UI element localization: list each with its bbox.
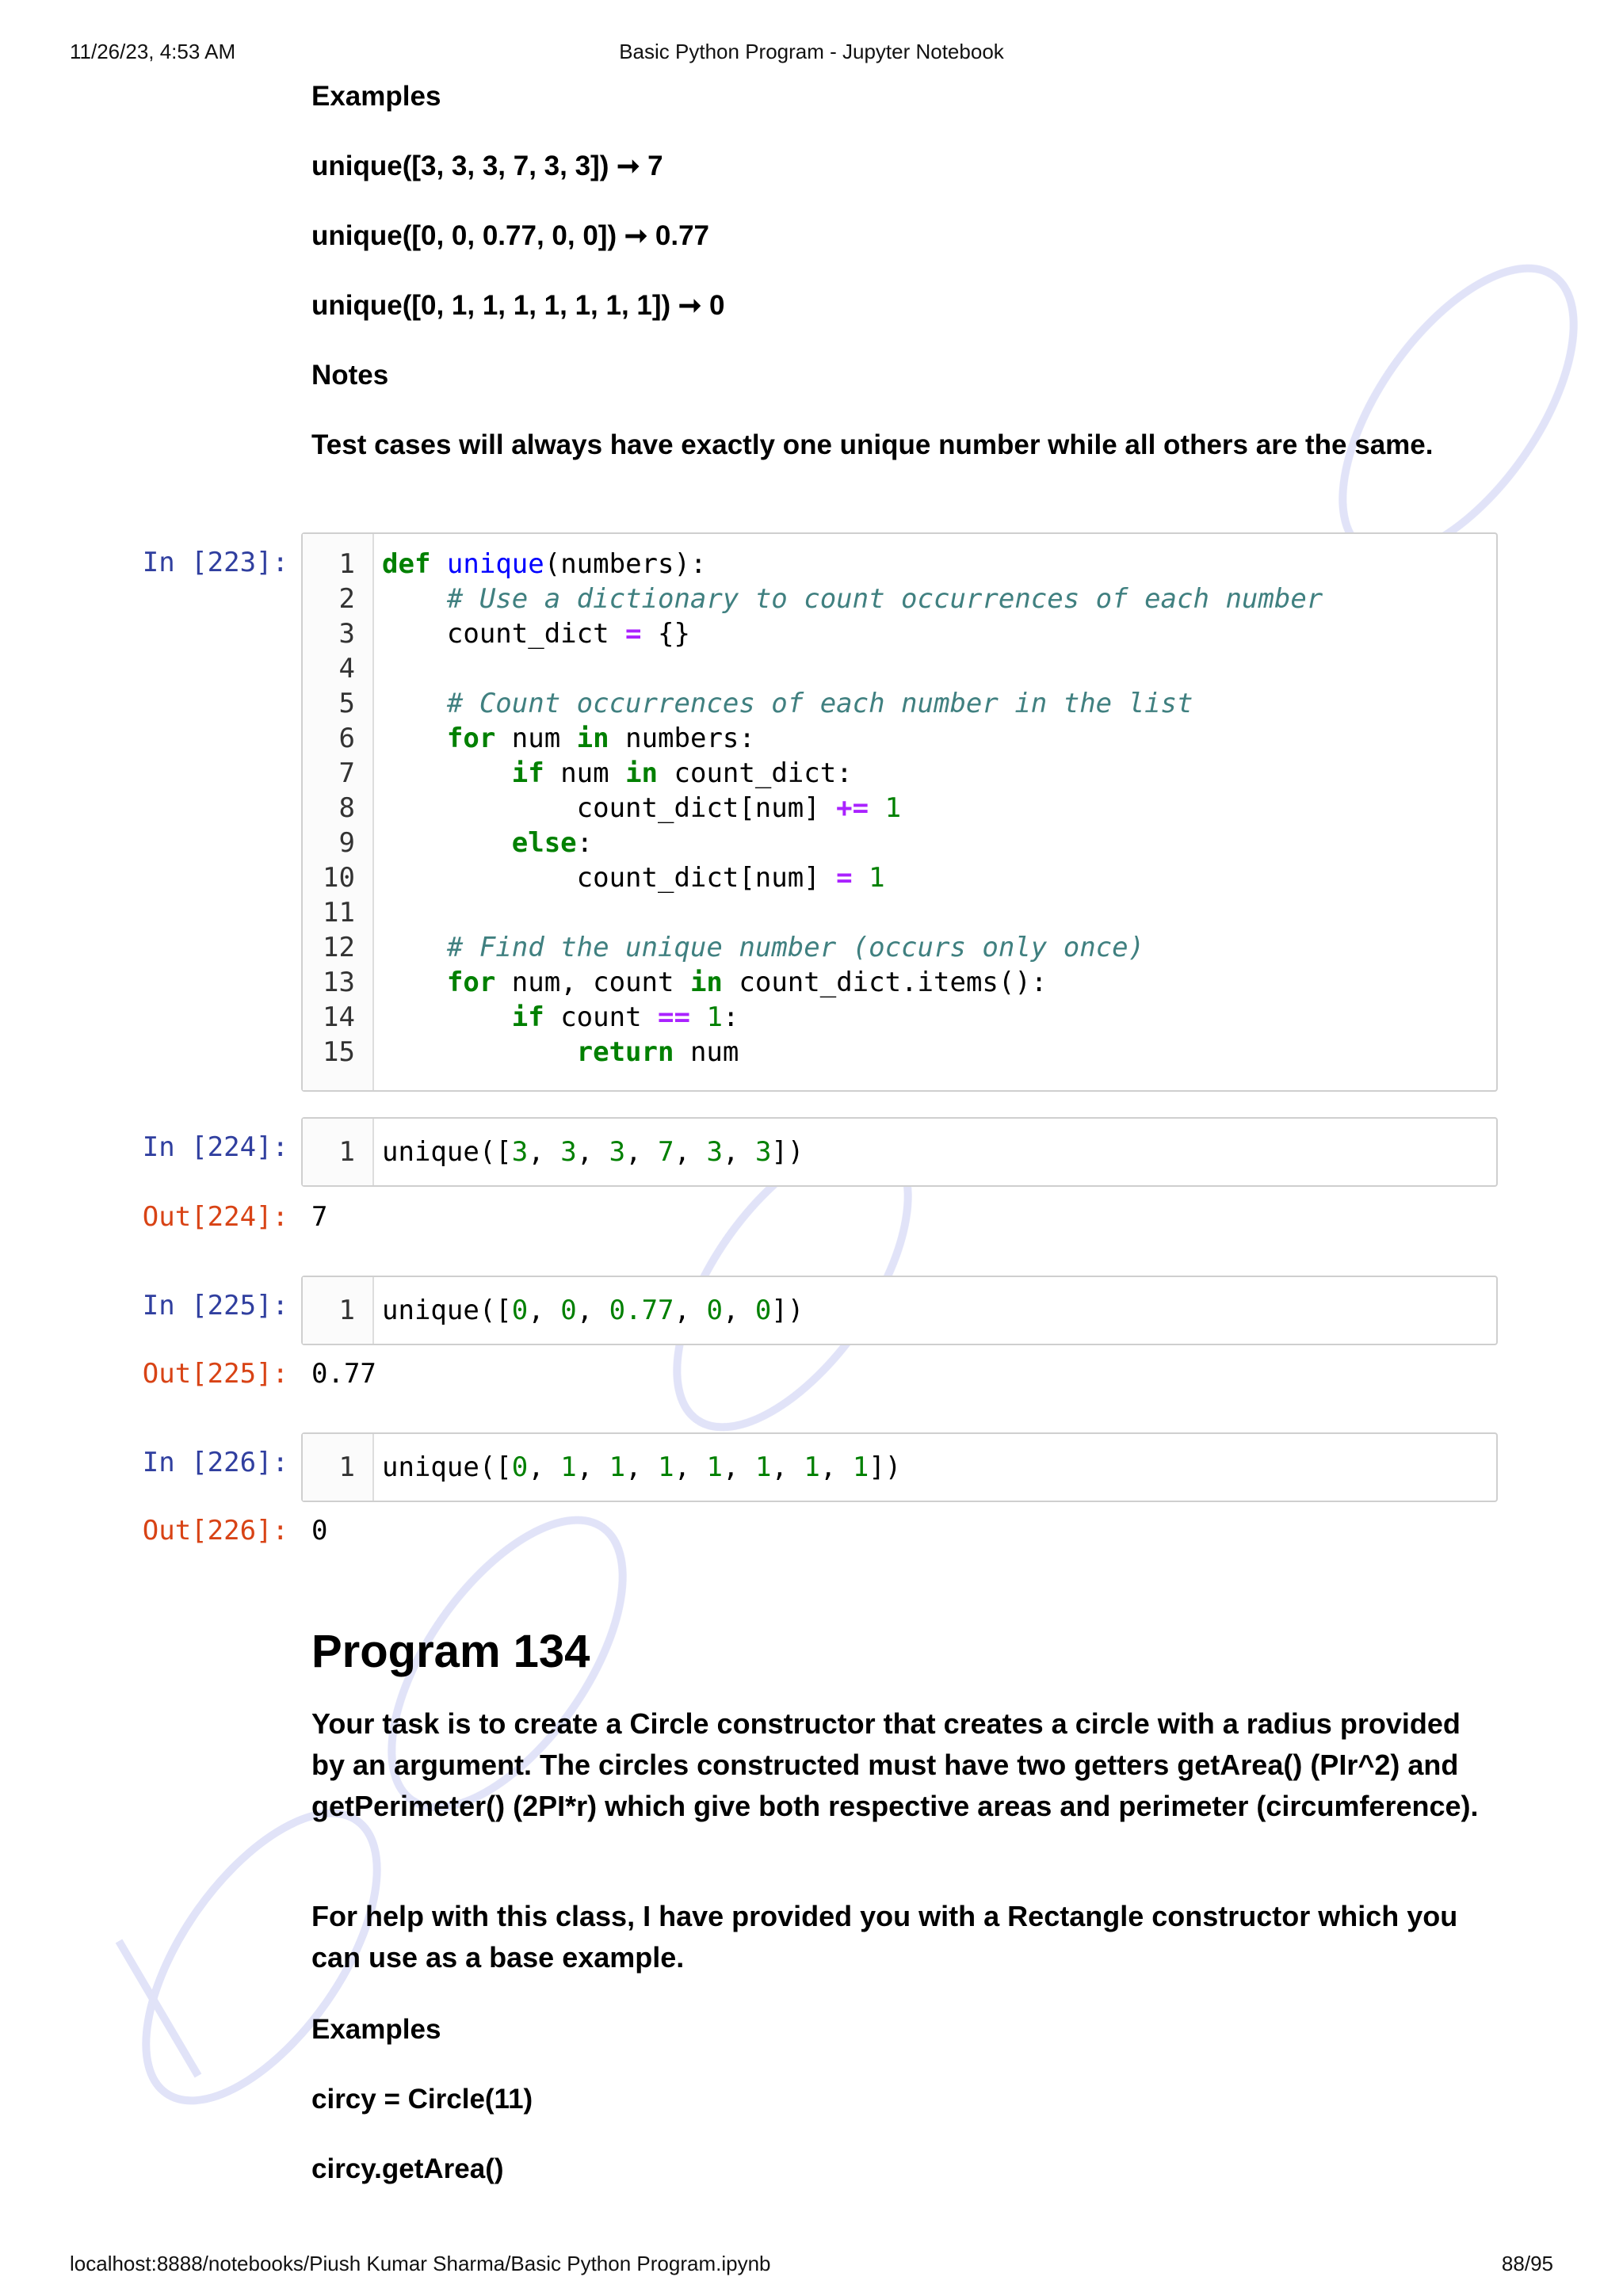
cell-224-output: 7 (311, 1201, 328, 1233)
cell-225-output: 0.77 (311, 1358, 376, 1390)
cell-226-output: 0 (311, 1515, 328, 1547)
code-cell-226[interactable] (301, 1432, 1498, 1502)
notes-text: Test cases will always have exactly one unique number while all others are the same. (311, 429, 1434, 460)
cell-225-out-prompt: Out[225]: (142, 1358, 288, 1390)
code-line: 4 (338, 653, 355, 685)
program-example-line-2: circy.getArea() (311, 2153, 504, 2184)
page-url: localhost:8888/notebooks/Piush Kumar Sharma/Basic Python Program.ipynb (70, 2252, 771, 2275)
code-line: 2 # Use a dictionary to count occurrences of each number (338, 583, 1323, 615)
code-cell-225[interactable] (301, 1276, 1498, 1345)
code-line: 6 for num in numbers: (338, 723, 755, 754)
code-line: 5 # Count occurrences of each number in the list (338, 688, 1193, 719)
example-line-3: unique([0, 1, 1, 1, 1, 1, 1, 1]) ➞ 0 (311, 290, 725, 321)
cell-224-in-prompt: In [224]: (142, 1131, 288, 1163)
code-line: 14 if count == 1: (323, 1001, 739, 1033)
cell-226-out-prompt: Out[226]: (142, 1515, 288, 1547)
code-line: 8 count_dict[num] += 1 (338, 792, 902, 824)
print-datetime: 11/26/23, 4:53 AM (70, 40, 236, 63)
code-line: 7 if num in count_dict: (338, 757, 853, 789)
page-title: Basic Python Program - Jupyter Notebook (619, 40, 1004, 63)
code-line: 3 count_dict = {} (338, 618, 690, 650)
notes-heading: Notes (311, 360, 389, 391)
print-footer (70, 2252, 1553, 2279)
examples-heading: Examples (311, 81, 441, 112)
code-line: 11 (323, 897, 355, 929)
code-line: 1 def unique(numbers): (338, 548, 707, 580)
program-help-text: For help with this class, I have provided you with a Rectangle constructor which you can use as a base example. (311, 1900, 1458, 1974)
code-cell-223[interactable] (301, 532, 1498, 1092)
code-line: 13 for num, count in count_dict.items(): (323, 967, 1048, 998)
program-examples-heading: Examples (311, 2014, 441, 2045)
code-line: 9 else: (338, 827, 594, 859)
program-description: Your task is to create a Circle constructor that creates a circle with a radius provided by an argument. The circles constructed must have two getters getArea() (PIr^2) and getPerimeter() (2PI*r) which give both respective areas and perimeter (circumference). (311, 1707, 1479, 1822)
cell-225-in-prompt: In [225]: (142, 1290, 288, 1322)
code-line: 10 count_dict[num] = 1 (323, 862, 885, 894)
program-example-line-1: circy = Circle(11) (311, 2084, 533, 2115)
cell-223-in-prompt: In [223]: (142, 547, 288, 578)
example-line-1: unique([3, 3, 3, 7, 3, 3]) ➞ 7 (311, 151, 663, 181)
code-line: 1 unique([3, 3, 3, 7, 3, 3]) (338, 1136, 804, 1168)
cell-226-in-prompt: In [226]: (142, 1447, 288, 1478)
cell-224-out-prompt: Out[224]: (142, 1201, 288, 1233)
code-line: 12 # Find the unique number (occurs only once) (323, 932, 1145, 963)
code-line: 1 unique([0, 1, 1, 1, 1, 1, 1, 1]) (338, 1451, 902, 1483)
print-header (70, 40, 1553, 67)
code-line: 15 return num (323, 1036, 739, 1068)
code-cell-224[interactable] (301, 1117, 1498, 1187)
page-number: 88/95 (1501, 2252, 1553, 2275)
code-line: 1 unique([0, 0, 0.77, 0, 0]) (338, 1295, 804, 1326)
program-heading: Program 134 (311, 1626, 590, 1677)
example-line-2: unique([0, 0, 0.77, 0, 0]) ➞ 0.77 (311, 220, 709, 251)
